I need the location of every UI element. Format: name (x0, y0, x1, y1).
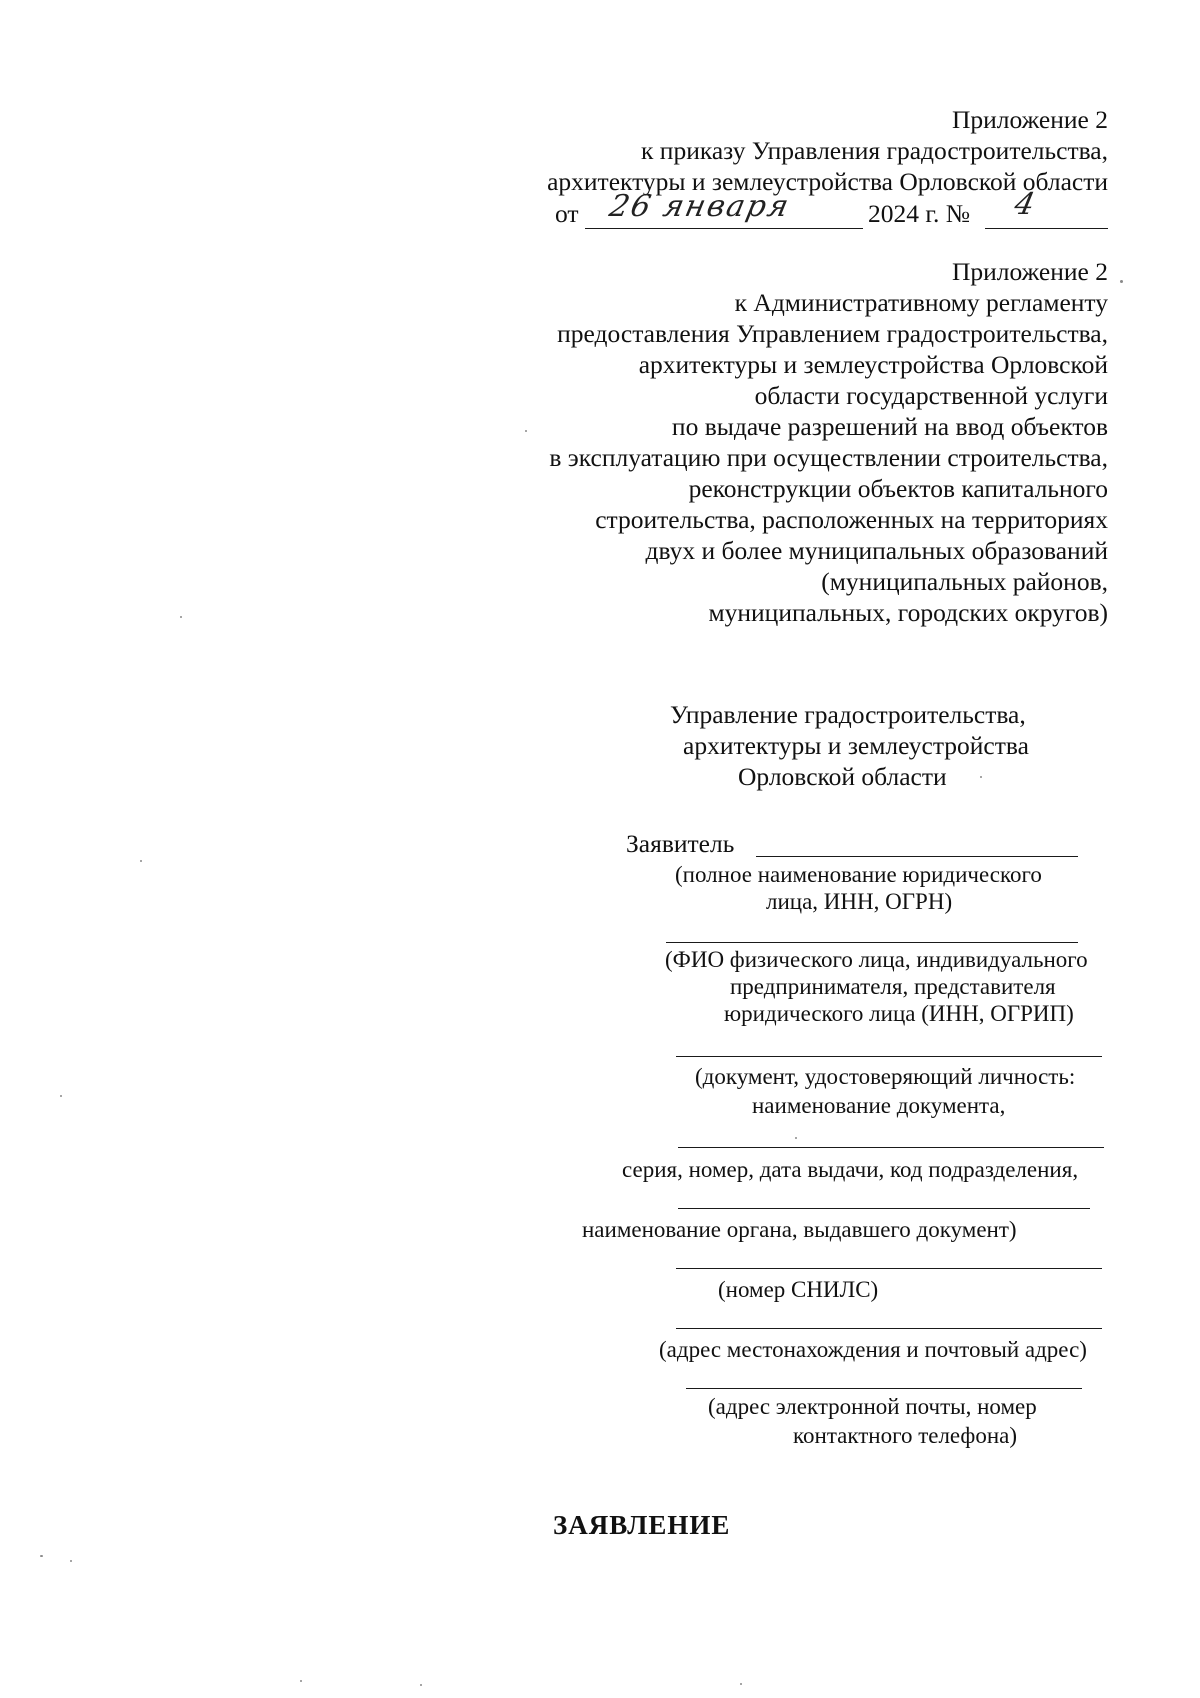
regulation-line: по выдаче разрешений на ввод объектов (671, 412, 1108, 441)
scan-speck (525, 430, 527, 432)
scan-speck (300, 1680, 302, 1682)
scan-speck (70, 1560, 72, 1562)
handwritten-date: 26 января (606, 189, 794, 224)
caption: (полное наименование юридического (675, 862, 1042, 887)
id-details-field (678, 1147, 1104, 1148)
addressee-line: Управление градостроительства, (670, 700, 1026, 729)
scan-speck (420, 1684, 422, 1686)
order-annex-title: Приложение 2 (952, 105, 1108, 134)
caption: лица, ИНН, ОГРН) (766, 889, 953, 914)
regulation-line: муниципальных, городских округов) (708, 598, 1108, 627)
issuer-field (678, 1208, 1090, 1209)
scan-speck (140, 860, 142, 862)
id-document-field (676, 1056, 1102, 1057)
order-annex-line: архитектуры и землеустройства Орловской области (547, 167, 1108, 196)
handwritten-number: 4 (1011, 187, 1040, 222)
caption: серия, номер, дата выдачи, код подразделения, (622, 1157, 1079, 1182)
scan-speck (740, 1683, 742, 1685)
regulation-line: двух и более муниципальных образований (645, 536, 1108, 565)
caption: (адрес электронной почты, номер (708, 1394, 1037, 1419)
order-year-number: 2024 г. № (868, 199, 971, 228)
contact-field (686, 1388, 1082, 1389)
caption: (ФИО физического лица, индивидуального (665, 947, 1088, 972)
caption: наименование документа, (752, 1093, 1006, 1118)
regulation-line: строительства, расположенных на территориях (595, 505, 1108, 534)
regulation-line: реконструкции объектов капитального (688, 474, 1108, 503)
order-date-prefix: от (555, 199, 579, 228)
scan-speck (40, 1555, 43, 1557)
caption: (адрес местонахождения и почтовый адрес) (659, 1337, 1087, 1362)
addressee-line: Орловской области (738, 762, 947, 791)
scan-speck (1120, 280, 1123, 283)
addressee-line: архитектуры и землеустройства (683, 731, 1029, 760)
caption: (документ, удостоверяющий личность: (695, 1064, 1076, 1089)
snils-field (676, 1268, 1102, 1269)
regulation-line: предоставления Управлением градостроительства, (557, 319, 1108, 348)
regulation-line: архитектуры и землеустройства Орловской (638, 350, 1108, 379)
caption: (номер СНИЛС) (718, 1277, 879, 1302)
applicant-label: Заявитель (626, 829, 735, 858)
regulation-line: в эксплуатацию при осуществлении строительства, (549, 443, 1108, 472)
order-annex-line: к приказу Управления градостроительства, (641, 136, 1108, 165)
scan-speck (980, 776, 982, 778)
caption: юридического лица (ИНН, ОГРИП) (724, 1001, 1074, 1026)
applicant-name-field (756, 856, 1078, 857)
date-underline (585, 228, 863, 229)
caption: наименование органа, выдавшего документ) (582, 1217, 1017, 1242)
scan-speck (795, 1137, 797, 1139)
scan-speck (60, 1095, 62, 1097)
number-underline (985, 228, 1108, 229)
regulation-line: (муниципальных районов, (821, 567, 1108, 596)
caption: предпринимателя, представителя (730, 974, 1056, 999)
regulation-line: области государственной услуги (754, 381, 1108, 410)
regulation-line: к Административному регламенту (734, 288, 1108, 317)
person-field (666, 942, 1078, 943)
caption: контактного телефона) (793, 1423, 1018, 1448)
address-field (676, 1328, 1102, 1329)
regulation-annex-title: Приложение 2 (952, 257, 1108, 286)
scan-speck (180, 616, 182, 618)
document-title: ЗАЯВЛЕНИЕ (553, 1510, 731, 1540)
